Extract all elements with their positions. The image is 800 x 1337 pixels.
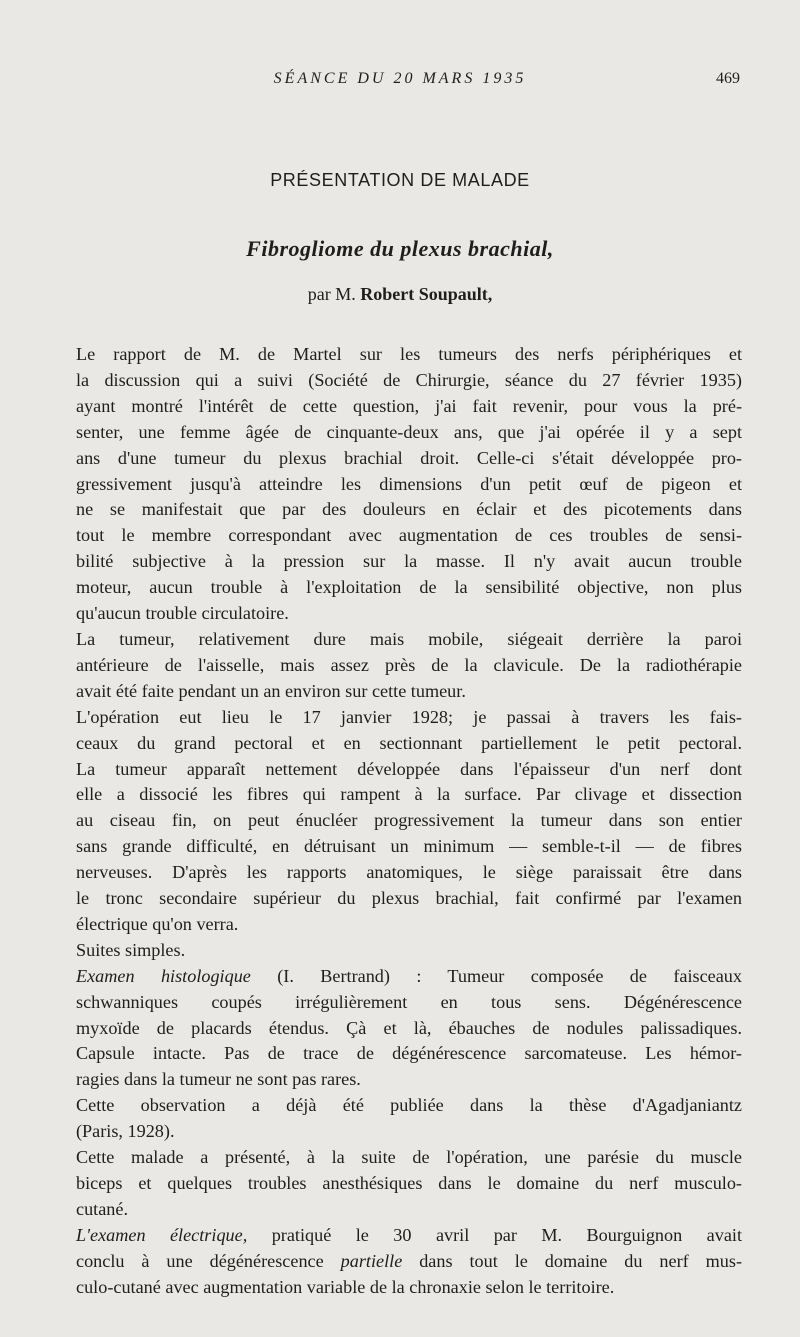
- text-line: biceps et quelques troubles anesthésiques dans le domaine du nerf musculo-: [76, 1173, 742, 1193]
- text-line: La tumeur, relativement dure mais mobile, siégeait derrière la paroi: [76, 628, 742, 649]
- text-line: La tumeur apparaît nettement développée dans l'épaisseur d'un nerf dont: [76, 758, 742, 779]
- author-name: Robert Soupault,: [360, 284, 493, 304]
- byline: [0, 284, 800, 305]
- italic-lead: Examen histologique: [76, 965, 251, 986]
- text-line: la discussion qui a suivi (Société de Chirurgie, séance du 27 février 1935): [76, 369, 742, 390]
- text-line: bilité subjective à la pression sur la masse. Il n'y avait aucun trouble: [76, 551, 742, 572]
- text-line: cutané.: [76, 1198, 129, 1219]
- line-rest: (I. Bertrand) : Tumeur composée de faisceaux: [277, 965, 742, 986]
- text-line: ans d'une tumeur du plexus brachial droit. Celle-ci s'était développée pro-: [76, 447, 742, 468]
- byline-prefix: par M.: [307, 284, 356, 304]
- text-line: le tronc secondaire supérieur du plexus brachial, fait confirmé par l'examen: [76, 888, 742, 909]
- text-line: sans grande difficulté, en détruisant un minimum — semble-t-il — de fibres: [76, 836, 742, 857]
- paragraph-2: [76, 627, 742, 705]
- text-line: ne se manifestait que par des douleurs en éclair et des picotements dans: [76, 499, 742, 520]
- text-line: schwanniques coupés irrégulièrement en tous sens. Dégénérescence: [76, 991, 742, 1012]
- text-line: nerveuses. D'après les rapports anatomiques, le siège paraissait être dans: [76, 862, 742, 883]
- text-line: ceaux du grand pectoral et en sectionnant partiellement le petit pectoral.: [76, 732, 742, 753]
- italic-word: partielle: [340, 1250, 403, 1271]
- text-line: Le rapport de M. de Martel sur les tumeurs des nerfs périphériques et: [76, 344, 742, 364]
- text-line: ayant montré l'intérêt de cette question, j'ai fait revenir, pour vous la pré-: [76, 395, 742, 416]
- text-line: myxoïde de placards étendus. Çà et là, ébauches de nodules palissadiques.: [76, 1017, 742, 1038]
- page-number: 469: [716, 70, 740, 87]
- paragraph-3: [76, 705, 742, 938]
- line-rest: pratiqué le 30 avril par M. Bourguignon avait: [271, 1224, 742, 1245]
- text-line: Cette observation a déjà été publiée dans la thèse d'Agadjaniantz: [76, 1095, 742, 1116]
- text-line: L'opération eut lieu le 17 janvier 1928; je passai à travers les fais-: [76, 706, 742, 727]
- section-title: PRÉSENTATION DE MALADE: [270, 170, 530, 190]
- text-line: antérieure de l'aisselle, mais assez près de la clavicule. De la radiothérapie: [76, 654, 742, 675]
- text-line: avait été faite pendant un an environ sur cette tumeur.: [76, 680, 466, 701]
- paragraph-5: [76, 964, 742, 1094]
- text-line: (Paris, 1928).: [76, 1121, 175, 1142]
- text-line: qu'aucun trouble circulatoire.: [76, 603, 289, 624]
- text-line: [76, 964, 742, 990]
- line-part: conclu à une dégénérescence: [76, 1250, 324, 1271]
- text-line: [76, 1223, 742, 1249]
- article-body: [76, 342, 742, 1301]
- paragraph-6: [76, 1093, 742, 1145]
- text-line: culo-cutané avec augmentation variable de la chronaxie selon le territoire.: [76, 1276, 615, 1297]
- text-line: ragies dans la tumeur ne sont pas rares.: [76, 1069, 361, 1090]
- line-part: dans tout le domaine du nerf mus-: [419, 1250, 743, 1271]
- paragraph-4: [76, 938, 742, 964]
- text-line: senter, une femme âgée de cinquante-deux ans, que j'ai opérée il y a sept: [76, 421, 742, 442]
- text-line: gressivement jusqu'à atteindre les dimensions d'un petit œuf de pigeon et: [76, 473, 742, 494]
- text-line: tout le membre correspondant avec augmentation de ces troubles de sensi-: [76, 525, 742, 546]
- italic-lead: L'examen électrique,: [76, 1224, 248, 1245]
- text-line: [76, 1249, 742, 1275]
- paragraph-8: [76, 1223, 742, 1301]
- text-line: moteur, aucun trouble à l'exploitation de la sensibilité objective, non plus: [76, 577, 742, 598]
- running-head: [0, 70, 800, 94]
- text-line: Suites simples.: [76, 939, 186, 960]
- text-line: Cette malade a présenté, à la suite de l'opération, une parésie du muscle: [76, 1147, 742, 1168]
- article-title: Fibrogliome du plexus brachial,: [246, 236, 554, 261]
- text-line: elle a dissocié les fibres qui rampent à la surface. Par clivage et dissection: [76, 784, 742, 805]
- text-line: électrique qu'on verra.: [76, 913, 239, 934]
- paragraph-7: [76, 1145, 742, 1223]
- text-line: au ciseau fin, on peut énucléer progressivement la tumeur dans son entier: [76, 810, 742, 831]
- running-head-title: SÉANCE DU 20 MARS 1935: [273, 70, 527, 87]
- text-line: Capsule intacte. Pas de trace de dégénérescence sarcomateuse. Les hémor-: [76, 1043, 742, 1064]
- paragraph-1: [76, 342, 742, 627]
